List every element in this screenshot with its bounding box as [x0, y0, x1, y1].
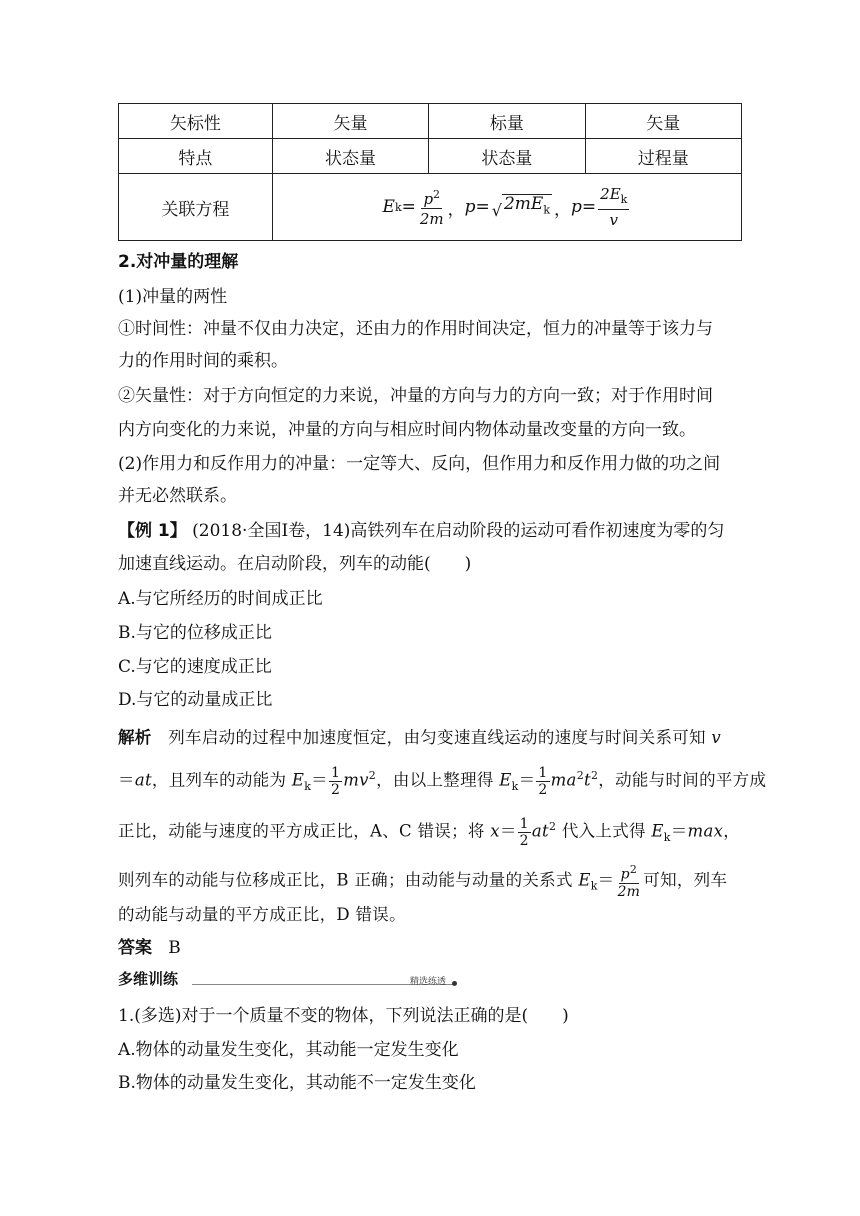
table-cell: 状态量 [272, 139, 428, 174]
option-d: D.与它的动量成正比 [118, 690, 273, 710]
paragraph-line: 并无必然联系。 [118, 486, 237, 506]
formula-eq: = [475, 197, 490, 217]
example-label: 【例 1】 [118, 521, 187, 541]
half-fraction [536, 765, 549, 798]
sqrt-sub: k [543, 203, 551, 217]
solution-text: ，且列车的动能为 [151, 770, 287, 790]
dot-icon [452, 981, 457, 986]
example-line [118, 519, 724, 543]
solution-line: 的动能与动量的平方成正比，D 错误。 [118, 905, 406, 924]
ek-p-fraction: $\frac{p^2}{2m}$ [617, 863, 641, 900]
formula-text: p [464, 197, 476, 217]
frac-num: 2E [600, 184, 621, 203]
solution-label: 解析 [118, 728, 152, 747]
question-option-a: A.物体的动量发生变化，其动能一定发生变化 [118, 1040, 459, 1060]
paragraph-line: (2)作用力和反作用力的冲量：一定等大、反向，但作用力和反作用力做的功之间 [118, 454, 721, 474]
practice-title: 多维训练 [118, 970, 179, 988]
question-stem: 1.(多选)对于一个质量不变的物体，下列说法正确的是( ) [118, 1006, 569, 1026]
solution-var: v [711, 728, 722, 747]
solution-text: ，动能与时间的平方成 [598, 770, 767, 790]
table-cell: 矢量 [272, 104, 428, 139]
solution-line: 则列车的动能与位移成正比，B 正确；由动能与动量的关系式 $E_k=$ $\frac{p^2}{2m}$ 可知，列车 [118, 863, 728, 900]
paragraph-line: ①时间性：冲量不仅由力决定，还由力的作用时间决定，恒力的冲量等于该力与 [118, 319, 713, 339]
half-fraction [518, 816, 531, 849]
solution-line: ＝at，且列车的动能为 $E_k=$ $\frac{1}{2}$ $mv^2$，由以上整理得 $E_k=$ $\frac{1}{2}$ $ma^2t^2$，动能与时间的平方成 [118, 764, 767, 798]
solution-line [118, 726, 721, 750]
formula-eq: = [401, 197, 416, 217]
table-cell: 特点 [119, 139, 273, 174]
solution-line: 正比，动能与速度的平方成正比，A、C 错误；将 x＝ $\frac{1}{2}$ $at^2$ 代入上式得 $E_k=\max$， [118, 815, 741, 849]
formula-sep: ， [447, 199, 465, 220]
table-cell: 关联方程 [119, 174, 273, 241]
table-row [119, 139, 742, 174]
formula-sub: k [394, 200, 402, 214]
paragraph-line: (1)冲量的两性 [118, 287, 228, 307]
half-fraction [329, 765, 342, 798]
practice-tag: 精选练透 [410, 977, 447, 987]
section-title: 2.对冲量的理解 [118, 252, 239, 272]
formula-text: p [571, 197, 582, 217]
solution-text: ，由以上整理得 [376, 770, 494, 790]
solution-text: 列车启动的过程中加速度恒定，由匀变速直线运动的速度与时间关系可知 [168, 728, 706, 747]
example-line: 加速直线运动。在启动阶段，列车的动能( ) [118, 554, 472, 574]
solution-text: 正比，动能与速度的平方成正比，A、C 错误；将 [118, 821, 485, 841]
paragraph-line: 力的作用时间的乘积。 [118, 351, 288, 371]
formula-eq: = [581, 197, 597, 217]
practice-header [118, 968, 458, 992]
option-c: C.与它的速度成正比 [118, 657, 272, 677]
frac-den: 2m [419, 209, 444, 228]
solution-text: ＝ [118, 770, 135, 790]
formula-sep: ， [554, 199, 572, 220]
table-cell: 状态量 [429, 139, 585, 174]
frac-num: 1 [519, 815, 529, 832]
relation-formula-cell [272, 174, 741, 241]
answer-line [118, 936, 181, 960]
formula-fraction [418, 186, 446, 229]
table-row [119, 104, 742, 139]
answer-label: 答案 [118, 938, 152, 958]
formula-text: E [382, 197, 395, 217]
table-row [119, 174, 742, 241]
question-option-b: B.物体的动量发生变化，其动能不一定发生变化 [118, 1073, 476, 1093]
frac-den: 2 [538, 781, 548, 798]
comparison-table [118, 103, 742, 241]
solution-var: at [134, 770, 152, 790]
frac-num: 1 [330, 764, 341, 781]
frac-sub: k [620, 192, 628, 206]
solution-text: 代入上式得 [561, 821, 646, 841]
solution-text: ， [723, 821, 741, 841]
option-b: B.与它的位移成正比 [118, 623, 272, 643]
solution-text: 可知，列车 [643, 870, 728, 890]
option-a: A.与它所经历的时间成正比 [118, 589, 323, 609]
frac-num: p [423, 189, 434, 208]
table-cell: 标量 [429, 104, 585, 139]
frac-sup: 2 [433, 187, 441, 201]
table-cell: 矢量 [585, 104, 741, 139]
sqrt-body: 2mE [503, 194, 544, 215]
solution-text: 则列车的动能与位移成正比，B 正确；由动能与动量的关系式 [118, 870, 573, 890]
paragraph-line: 内方向变化的力来说，冲量的方向与相应时间内物体动量改变量的方向一致。 [118, 420, 696, 440]
frac-num: 1 [538, 764, 548, 781]
table-cell: 过程量 [585, 139, 741, 174]
formula-fraction [598, 185, 629, 230]
frac-den: 2 [330, 781, 341, 798]
frac-den: 2 [519, 832, 529, 849]
paragraph-line: ②矢量性：对于方向恒定的力来说，冲量的方向与力的方向一致；对于作用时间 [118, 386, 713, 406]
example-text: (2018·全国Ⅰ卷，14)高铁列车在启动阶段的运动可看作初速度为零的匀 [192, 521, 725, 541]
table-cell: 矢标性 [119, 104, 273, 139]
answer-value: B [168, 938, 181, 958]
sqrt-expression: √ $2mE_k$ [491, 194, 551, 220]
frac-den: v [609, 210, 618, 229]
relation-formula [383, 185, 632, 230]
